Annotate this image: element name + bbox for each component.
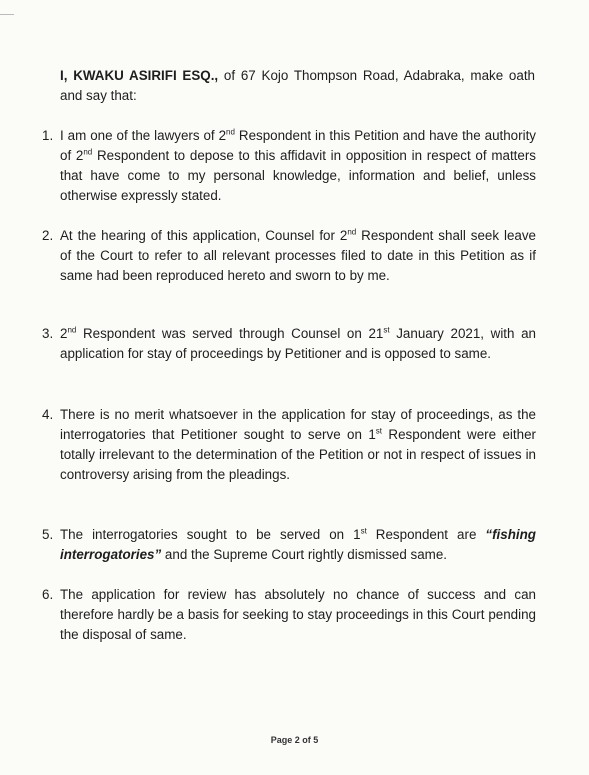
paragraph-2 <box>42 226 536 286</box>
fishing-interrogatories-emphasis: “fishing interrogatories” <box>60 527 536 562</box>
paragraph-4 <box>42 405 536 485</box>
paragraph-number: 4. <box>42 407 54 422</box>
paragraph-text: I am one of the lawyers of 2nd Respondent in this Petition and have the authority of 2nd Respondent to depose to this affidavit in opposition in respect of matters that have come to my personal knowledge, information and belief, unless otherwise expressly stated. <box>60 127 536 203</box>
paragraph-text: 2nd Respondent was served through Counsel on 21st January 2021, with an application for stay of proceedings by Petitioner and is opposed to same. <box>60 325 536 361</box>
paragraph-text: The interrogatories sought to be served on 1st Respondent are “fishing interrogatories” and the Supreme Court rightly dismissed same. <box>60 526 536 562</box>
paragraph-1 <box>42 126 536 206</box>
paragraph-number: 6. <box>42 587 54 602</box>
total-pages: 5 <box>313 735 319 745</box>
paragraph-text: The application for review has absolutely no chance of success and can therefore hardly be a basis for seeking to stay proceedings in this Court pending the disposal of same. <box>60 587 536 642</box>
paragraph-text: There is no merit whatsoever in the application for stay of proceedings, as the interrogatories that Petitioner sought to serve on 1st Respondent were either totally irrelevant to the determination of the Petition or not in respect of issues in controversy arising from the pleadings. <box>60 407 536 482</box>
paragraph-number: 2. <box>42 228 54 243</box>
intro-text: of 67 Kojo Thompson Road, Adabraka, make oath and say that: <box>60 68 535 103</box>
deponent-name: I, KWAKU ASIRIFI ESQ., <box>60 68 219 83</box>
page-number-footer: Page 2 of 5 <box>270 735 319 745</box>
deponent-intro <box>60 66 535 106</box>
paragraph-6 <box>42 585 536 645</box>
paragraph-number: 5. <box>42 527 54 542</box>
paragraph-3 <box>42 324 536 364</box>
paragraph-text: At the hearing of this application, Counsel for 2nd Respondent shall seek leave of the Court to refer to all relevant processes filed to date in this Petition as if same had been reproduced hereto and sworn to by me. <box>60 227 537 283</box>
paragraph-number: 3. <box>42 326 54 341</box>
paragraph-number: 1. <box>42 128 54 143</box>
paragraph-5 <box>42 525 536 565</box>
current-page: 2 <box>294 735 300 745</box>
scan-mark <box>0 14 14 15</box>
